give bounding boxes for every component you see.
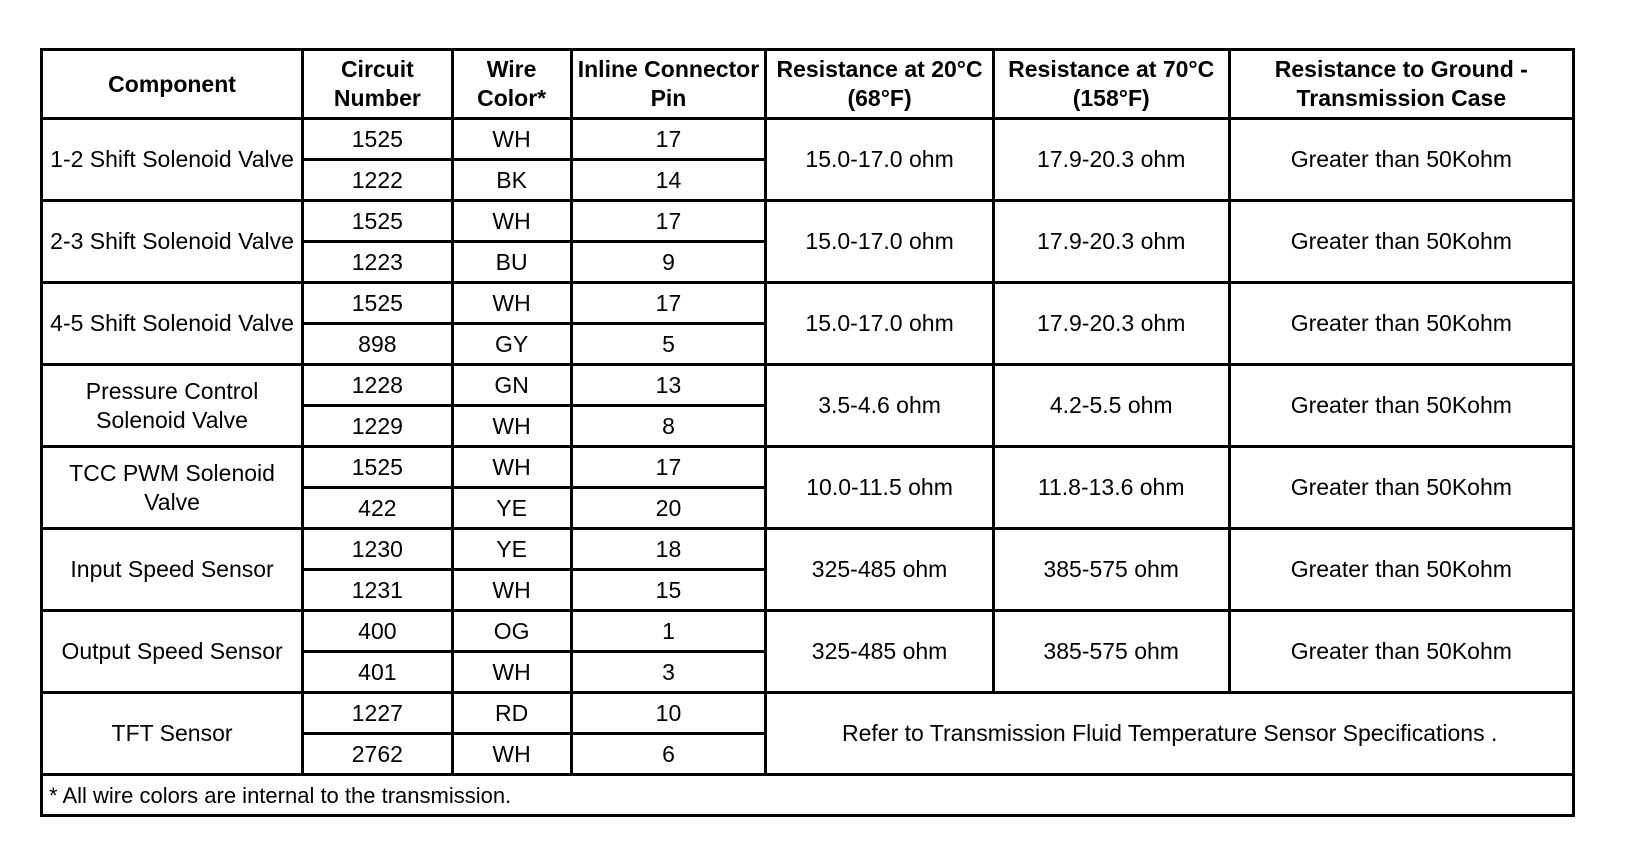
header-resistance-70c: Resistance at 70°C (158°F) xyxy=(993,50,1229,119)
component-cell: Pressure Control Solenoid Valve xyxy=(42,365,303,447)
component-cell: 1-2 Shift Solenoid Valve xyxy=(42,119,303,201)
wire-color-cell: GN xyxy=(452,365,571,406)
resistance-70c-cell: 17.9-20.3 ohm xyxy=(993,201,1229,283)
pin-cell: 17 xyxy=(571,447,766,488)
footnote-row xyxy=(42,775,1574,816)
resistance-ground-cell: Greater than 50Kohm xyxy=(1229,119,1573,201)
resistance-ground-cell: Greater than 50Kohm xyxy=(1229,283,1573,365)
resistance-20c-cell: 325-485 ohm xyxy=(766,611,993,693)
resistance-70c-cell: 11.8-13.6 ohm xyxy=(993,447,1229,529)
wire-color-cell: BK xyxy=(452,160,571,201)
pin-cell: 17 xyxy=(571,283,766,324)
tft-reference-note: Refer to Transmission Fluid Temperature Sensor Specifications . xyxy=(766,693,1574,775)
circuit-cell: 1525 xyxy=(303,447,453,488)
circuit-cell: 1223 xyxy=(303,242,453,283)
circuit-cell: 1229 xyxy=(303,406,453,447)
table-row xyxy=(42,529,1574,570)
resistance-ground-cell: Greater than 50Kohm xyxy=(1229,529,1573,611)
resistance-20c-cell: 15.0-17.0 ohm xyxy=(766,201,993,283)
circuit-cell: 1228 xyxy=(303,365,453,406)
wire-color-cell: BU xyxy=(452,242,571,283)
resistance-20c-cell: 3.5-4.6 ohm xyxy=(766,365,993,447)
header-circuit-number: Circuit Number xyxy=(303,50,453,119)
circuit-cell: 401 xyxy=(303,652,453,693)
wire-color-cell: WH xyxy=(452,119,571,160)
resistance-ground-cell: Greater than 50Kohm xyxy=(1229,447,1573,529)
table-row xyxy=(42,365,1574,406)
circuit-cell: 1525 xyxy=(303,283,453,324)
wire-color-cell: WH xyxy=(452,570,571,611)
wire-color-cell: RD xyxy=(452,693,571,734)
wire-color-cell: WH xyxy=(452,652,571,693)
pin-cell: 17 xyxy=(571,201,766,242)
resistance-ground-cell: Greater than 50Kohm xyxy=(1229,611,1573,693)
circuit-cell: 1222 xyxy=(303,160,453,201)
circuit-cell: 400 xyxy=(303,611,453,652)
pin-cell: 8 xyxy=(571,406,766,447)
pin-cell: 18 xyxy=(571,529,766,570)
table-row xyxy=(42,693,1574,734)
footnote: * All wire colors are internal to the transmission. xyxy=(42,775,1574,816)
table-row xyxy=(42,611,1574,652)
pin-cell: 13 xyxy=(571,365,766,406)
pin-cell: 5 xyxy=(571,324,766,365)
table-row xyxy=(42,201,1574,242)
resistance-70c-cell: 17.9-20.3 ohm xyxy=(993,119,1229,201)
pin-cell: 9 xyxy=(571,242,766,283)
resistance-70c-cell: 4.2-5.5 ohm xyxy=(993,365,1229,447)
component-cell: 4-5 Shift Solenoid Valve xyxy=(42,283,303,365)
wire-color-cell: WH xyxy=(452,734,571,775)
wire-color-cell: YE xyxy=(452,529,571,570)
circuit-cell: 422 xyxy=(303,488,453,529)
circuit-cell: 2762 xyxy=(303,734,453,775)
component-cell: TFT Sensor xyxy=(42,693,303,775)
header-resistance-ground: Resistance to Ground - Transmission Case xyxy=(1229,50,1573,119)
wire-color-cell: WH xyxy=(452,447,571,488)
table-row xyxy=(42,283,1574,324)
pin-cell: 17 xyxy=(571,119,766,160)
wire-color-cell: GY xyxy=(452,324,571,365)
circuit-cell: 1227 xyxy=(303,693,453,734)
pin-cell: 14 xyxy=(571,160,766,201)
resistance-70c-cell: 385-575 ohm xyxy=(993,611,1229,693)
resistance-ground-cell: Greater than 50Kohm xyxy=(1229,201,1573,283)
component-cell: TCC PWM Solenoid Valve xyxy=(42,447,303,529)
circuit-cell: 1230 xyxy=(303,529,453,570)
wire-color-cell: WH xyxy=(452,406,571,447)
pin-cell: 20 xyxy=(571,488,766,529)
resistance-70c-cell: 385-575 ohm xyxy=(993,529,1229,611)
component-cell: Input Speed Sensor xyxy=(42,529,303,611)
header-wire-color: Wire Color* xyxy=(452,50,571,119)
pin-cell: 3 xyxy=(571,652,766,693)
wire-color-cell: YE xyxy=(452,488,571,529)
resistance-70c-cell: 17.9-20.3 ohm xyxy=(993,283,1229,365)
pin-cell: 15 xyxy=(571,570,766,611)
wiring-spec-table xyxy=(40,48,1575,817)
pin-cell: 1 xyxy=(571,611,766,652)
resistance-20c-cell: 15.0-17.0 ohm xyxy=(766,283,993,365)
header-component: Component xyxy=(42,50,303,119)
wire-color-cell: WH xyxy=(452,201,571,242)
wire-color-cell: OG xyxy=(452,611,571,652)
table-row xyxy=(42,119,1574,160)
wire-color-cell: WH xyxy=(452,283,571,324)
header-resistance-20c: Resistance at 20°C (68°F) xyxy=(766,50,993,119)
circuit-cell: 898 xyxy=(303,324,453,365)
resistance-20c-cell: 15.0-17.0 ohm xyxy=(766,119,993,201)
pin-cell: 10 xyxy=(571,693,766,734)
component-cell: Output Speed Sensor xyxy=(42,611,303,693)
resistance-20c-cell: 325-485 ohm xyxy=(766,529,993,611)
circuit-cell: 1525 xyxy=(303,119,453,160)
circuit-cell: 1525 xyxy=(303,201,453,242)
circuit-cell: 1231 xyxy=(303,570,453,611)
table-row xyxy=(42,447,1574,488)
header-inline-connector-pin: Inline Connector Pin xyxy=(571,50,766,119)
component-cell: 2-3 Shift Solenoid Valve xyxy=(42,201,303,283)
resistance-20c-cell: 10.0-11.5 ohm xyxy=(766,447,993,529)
resistance-ground-cell: Greater than 50Kohm xyxy=(1229,365,1573,447)
pin-cell: 6 xyxy=(571,734,766,775)
header-row xyxy=(42,50,1574,119)
